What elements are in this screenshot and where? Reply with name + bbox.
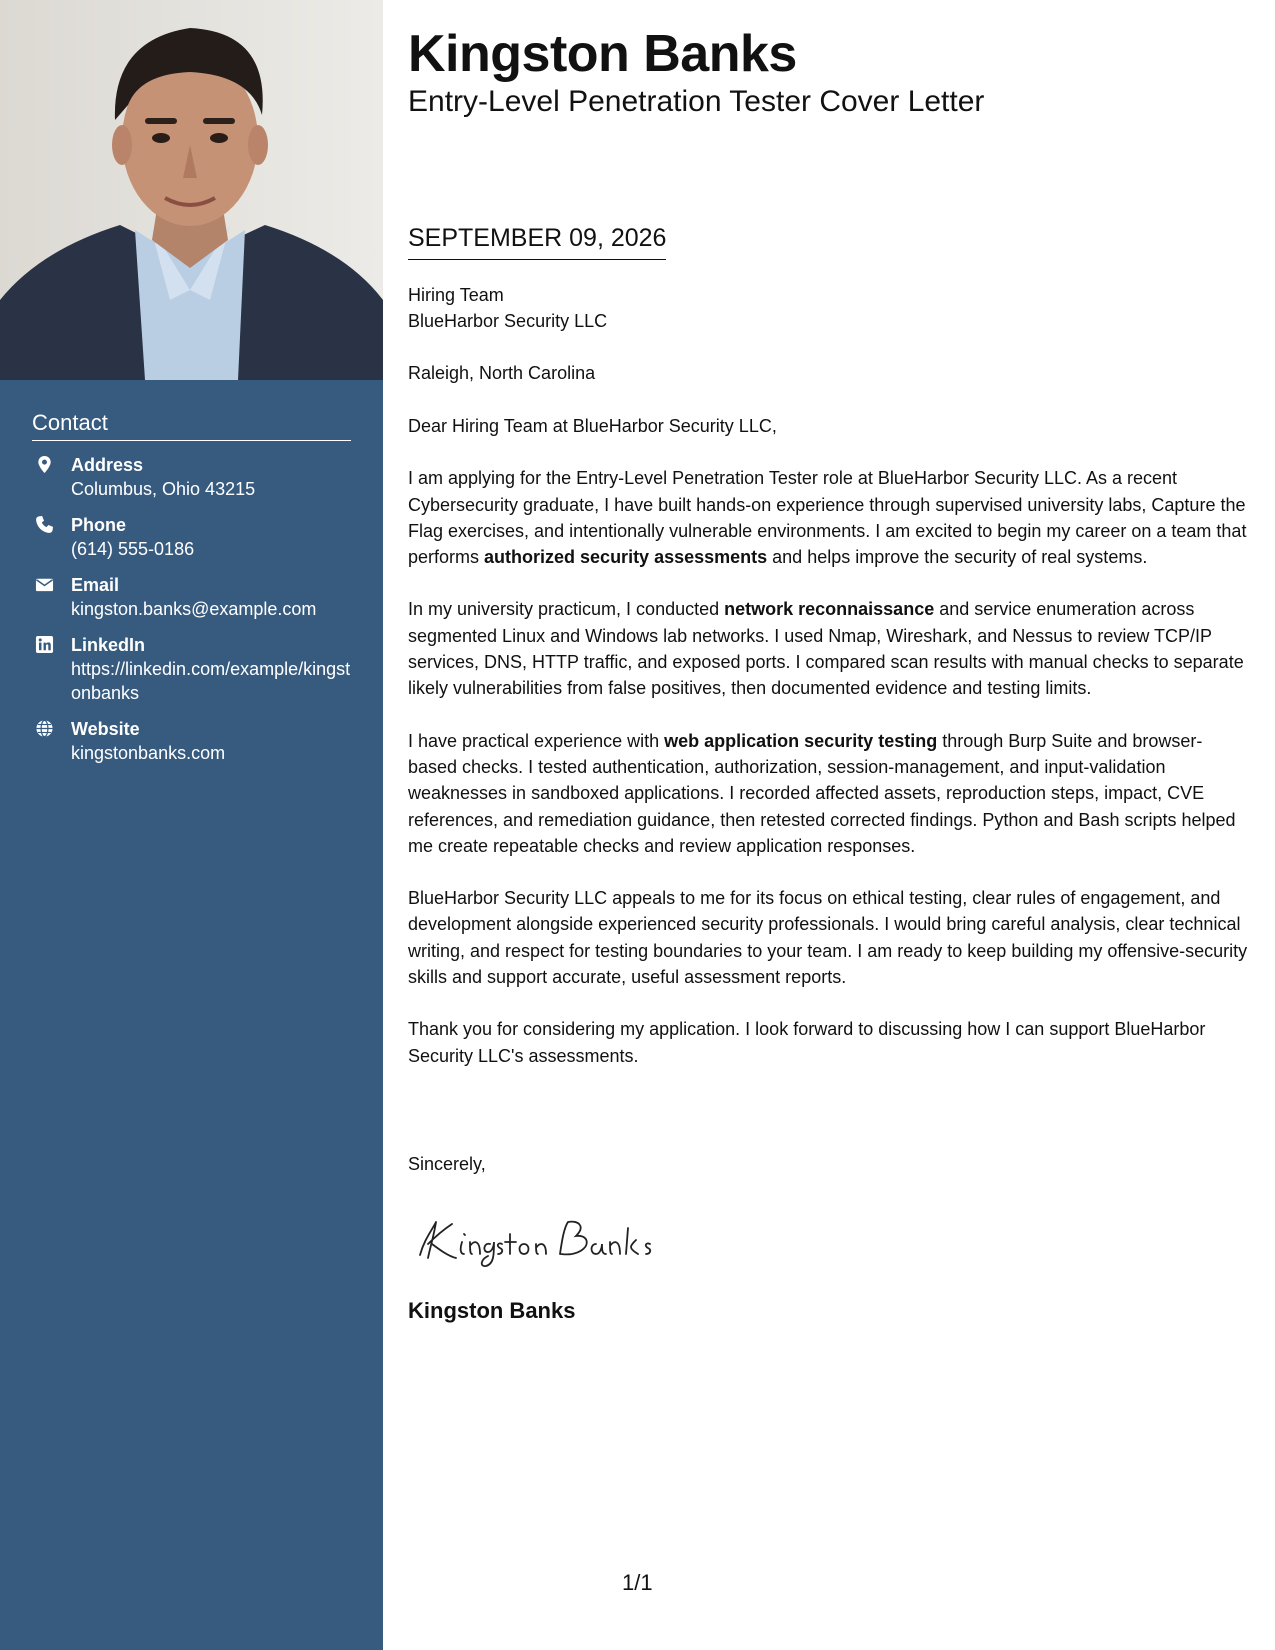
contact-label: LinkedIn [71, 635, 146, 655]
contact-label: Website [71, 719, 140, 739]
contact-email [32, 573, 351, 621]
contact-value[interactable]: kingstonbanks.com [71, 743, 226, 763]
page-subtitle: Entry-Level Penetration Tester Cover Letter [408, 85, 985, 118]
paragraph-1: I am applying for the Entry-Level Penetration Tester role at BlueHarbor Security LLC. As a recent Cybersecurity graduate, I have built hands-on experience through supervised university labs, Capture the Flag exercises, and intentionally vulnerable environments. I am excited to begin my career on a team that performs authorized security assessments and helps improve the security of real systems. [408, 468, 1247, 568]
recipient-line: Hiring Team [408, 285, 504, 305]
contact-label: Email [71, 575, 120, 595]
paragraph-3: I have practical experience with web application security testing through Burp Suite and browser-based checks. I tested authentication, authorization, session-management, and input-validation weaknesses in sandboxed applications. I recorded affected assets, reproduction steps, impact, CVE references, and remediation guidance, then retested corrected findings. Python and Bash scripts helped me create repeatable checks and review application responses. [408, 730, 1236, 856]
page-number: 1/1 [622, 1570, 653, 1595]
paragraph-5: Thank you for considering my application. I look forward to discussing how I can support BlueHarbor Security LLC's assessments. [408, 1019, 1206, 1066]
closing: Sincerely, [408, 1154, 486, 1174]
globe-icon [35, 719, 54, 738]
contact-linkedin [32, 633, 351, 705]
contact-value[interactable]: kingston.banks@example.com [71, 599, 317, 619]
paragraph-2: In my university practicum, I conducted network reconnaissance and service enumeration across segmented Linux and Windows lab networks. I used Nmap, Wireshark, and Nessus to review TCP/IP services, DNS, HTTP traffic, and exposed ports. I compared scan results with manual checks to separate likely vulnerabilities from false positives, then documented evidence and testing limits. [408, 599, 1244, 699]
profile-photo [0, 0, 383, 380]
letter-date: SEPTEMBER 09, 2026 [408, 223, 666, 260]
recipient-line: Raleigh, North Carolina [408, 363, 596, 383]
contact-address [32, 453, 351, 501]
salutation: Dear Hiring Team at BlueHarbor Security LLC, [408, 416, 777, 436]
contact-heading: Contact [32, 410, 351, 441]
recipient-line: BlueHarbor Security LLC [408, 311, 608, 331]
contact-phone [32, 513, 351, 561]
signature [410, 1210, 660, 1275]
contact-value: Columbus, Ohio 43215 [71, 479, 256, 499]
contact-section [32, 410, 351, 765]
sidebar [0, 0, 383, 1650]
linkedin-icon [35, 635, 54, 654]
envelope-icon [35, 575, 54, 594]
contact-website [32, 717, 351, 765]
contact-label: Phone [71, 515, 127, 535]
contact-value: (614) 555-0186 [71, 539, 195, 559]
recipient-block [408, 282, 1248, 386]
map-pin-icon [35, 455, 54, 474]
signed-name: Kingston Banks [408, 1298, 576, 1323]
contact-value[interactable]: https://linkedin.com/example/kingstonbanks [71, 659, 351, 703]
phone-icon [35, 515, 54, 534]
contact-label: Address [71, 455, 144, 475]
paragraph-4: BlueHarbor Security LLC appeals to me for its focus on ethical testing, clear rules of engagement, and development alongside experienced security professionals. I would bring careful analysis, clear technical writing, and respect for testing boundaries to your team. I am ready to keep building my offensive-security skills and support accurate, useful assessment reports. [408, 888, 1248, 988]
letter-body [408, 282, 1248, 1095]
page-title: Kingston Banks [408, 25, 797, 83]
